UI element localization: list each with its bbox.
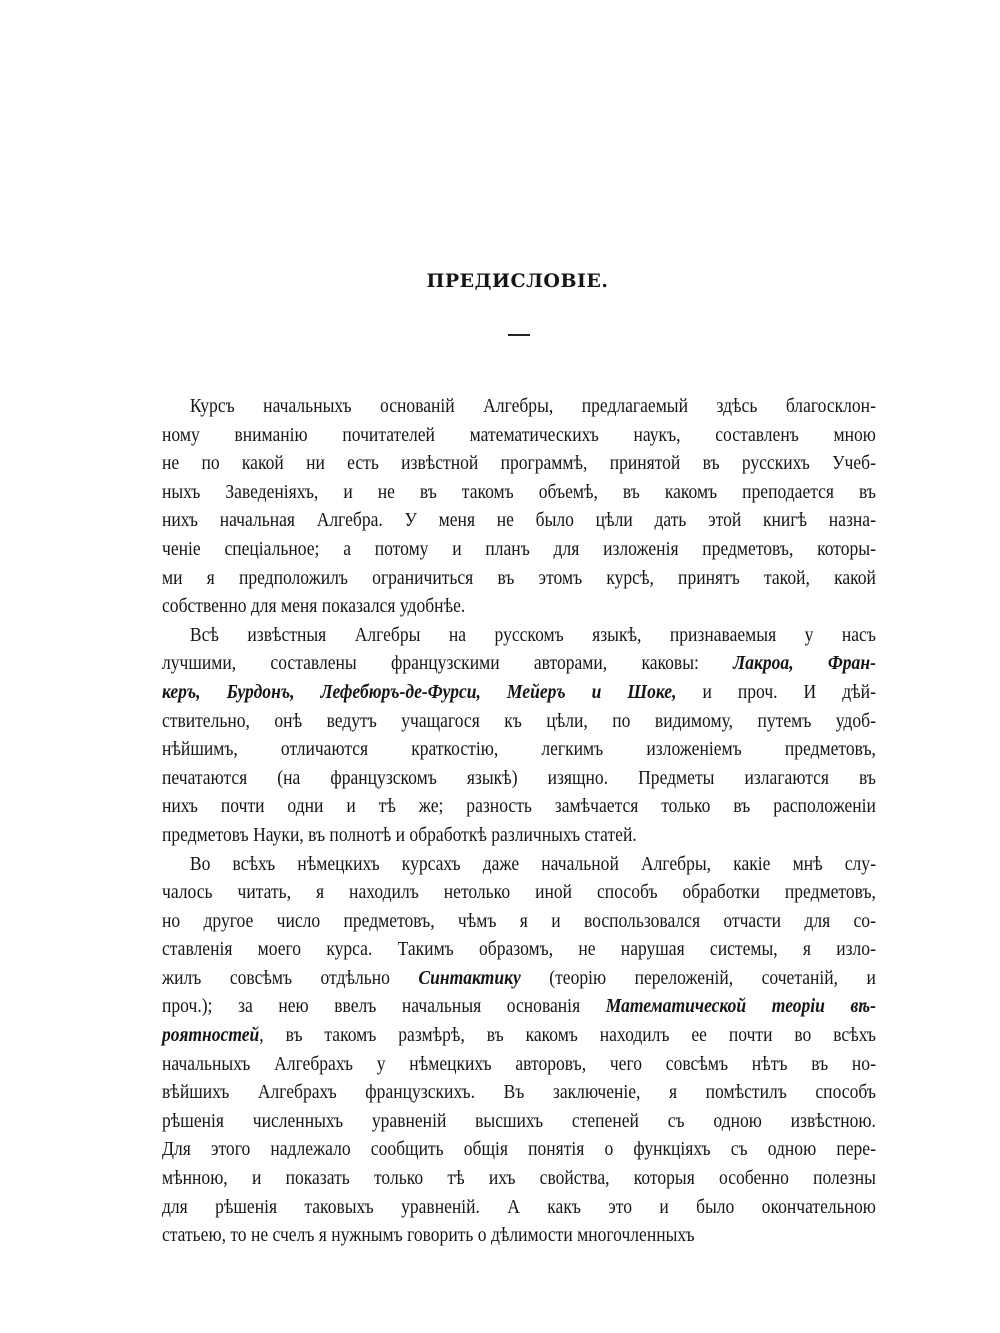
text-segment: нѣйшимъ, отличаются краткостію, легкимъ изложеніемъ предметовъ, xyxy=(162,739,876,761)
title-divider xyxy=(508,334,530,336)
text-segment: не по какой ни есть извѣстной программѣ, принятой въ русскихъ Учеб- xyxy=(162,453,876,475)
text-segment: чалось читать, я находилъ нетолько иной способъ обработки предметовъ, xyxy=(162,882,876,904)
text-line xyxy=(162,1222,876,1251)
text-segment: статьею, то не счелъ я нужнымъ говорить о дѣлимости многочленныхъ xyxy=(162,1225,695,1247)
text-segment: ныхъ Заведеніяхъ, и не въ такомъ объемѣ, въ какомъ преподается въ xyxy=(162,481,876,503)
text-line xyxy=(162,936,876,965)
text-segment: , въ такомъ размѣрѣ, въ какомъ находилъ ее почти во всѣхъ xyxy=(259,1025,876,1047)
text-segment: ставленія моего курса. Такимъ образомъ, не нарушая системы, я изло- xyxy=(162,939,876,961)
text-segment: лучшими, составлены французскими авторами, каковы: xyxy=(162,653,734,675)
text-segment: нихъ начальная Алгебра. У меня не было цѣли дать этой книгѣ назна- xyxy=(162,510,876,532)
text-line xyxy=(162,1051,876,1080)
text-line xyxy=(162,908,876,937)
text-line xyxy=(162,536,876,565)
text-line xyxy=(162,822,876,851)
text-segment: нихъ почти одни и тѣ же; разность замѣчается только въ расположеніи xyxy=(162,796,876,818)
text-segment: начальныхъ Алгебрахъ у нѣмецкихъ авторовъ, чего совсѣмъ нѣтъ въ но- xyxy=(162,1053,876,1075)
text-line xyxy=(162,736,876,765)
text-line xyxy=(162,1194,876,1223)
text-segment: Для этого надлежало сообщить общія понятія о функціяхъ съ одною пере- xyxy=(162,1139,876,1161)
text-line xyxy=(162,507,876,536)
italic-text: Математической теоріи вѣ- xyxy=(605,996,876,1018)
text-segment: печатаются (на французскомъ языкѣ) изящно. Предметы излагаются въ xyxy=(162,767,876,789)
text-line xyxy=(162,1079,876,1108)
text-line xyxy=(162,993,876,1022)
text-line xyxy=(162,622,876,651)
text-line xyxy=(162,1108,876,1137)
text-line xyxy=(162,679,876,708)
text-line xyxy=(162,708,876,737)
text-segment: Курсъ начальныхъ основаній Алгебры, предлагаемый здѣсь благосклон- xyxy=(189,396,876,417)
text-segment: проч.); за нею ввелъ начальныя основанія xyxy=(162,996,606,1018)
italic-text: Синтактику xyxy=(418,967,521,989)
text-line xyxy=(162,393,876,422)
text-segment: Во всѣхъ нѣмецкихъ курсахъ даже начальной Алгебры, какіе мнѣ слу- xyxy=(189,853,876,875)
text-line xyxy=(162,650,876,679)
text-segment: мѣнною, и показать только тѣ ихъ свойства, которыя особенно полезны xyxy=(162,1168,876,1190)
text-segment: вѣйшихъ Алгебрахъ французскихъ. Въ заключеніе, я помѣстилъ способъ xyxy=(162,1082,876,1104)
text-line xyxy=(162,879,876,908)
text-segment: предметовъ Науки, въ полнотѣ и обработкѣ различныхъ статей. xyxy=(162,824,637,846)
text-line xyxy=(162,851,876,880)
text-segment: ному вниманію почитателей математическихъ наукъ, составленъ мною xyxy=(162,424,876,446)
text-line xyxy=(162,479,876,508)
text-line xyxy=(162,565,876,594)
italic-text: роятностей xyxy=(162,1025,260,1047)
text-segment: ченіе спеціальное; а потому и планъ для изложенія предметовъ, которы- xyxy=(162,538,876,560)
text-segment: (теорію переложеній, сочетаній, и xyxy=(520,967,876,989)
page-title: ПРЕДИСЛОВІЕ. xyxy=(426,270,609,292)
text-line xyxy=(162,593,876,622)
italic-text: керъ, Бурдонъ, Лефебюръ-де-Фурси, Мейеръ и Шоке, xyxy=(162,681,677,703)
italic-text: Лакроа, Фран- xyxy=(733,653,876,675)
text-segment: но другое число предметовъ, чѣмъ я и воспользовался отчасти для со- xyxy=(162,910,876,932)
text-line xyxy=(162,765,876,794)
text-segment: собственно для меня показался удобнѣе. xyxy=(162,596,466,618)
text-segment: и проч. И дѣй- xyxy=(676,681,876,703)
text-segment: ми я предположилъ ограничиться въ этомъ курсѣ, принятъ такой, какой xyxy=(162,567,876,589)
text-segment: рѣшенія численныхъ уравненій высшихъ степеней съ одною извѣстною. xyxy=(162,1110,876,1132)
text-segment: для рѣшенія таковыхъ уравненій. А какъ это и было окончательною xyxy=(162,1196,876,1218)
text-segment: ствительно, онѣ ведутъ учащагося къ цѣли, по видимому, путемъ удоб- xyxy=(162,710,876,732)
text-line xyxy=(162,1165,876,1194)
text-segment: Всѣ извѣстныя Алгебры на русскомъ языкѣ, признаваемыя у насъ xyxy=(189,624,876,646)
text-line xyxy=(162,965,876,994)
text-line xyxy=(162,793,876,822)
text-segment: жилъ совсѣмъ отдѣльно xyxy=(162,967,419,989)
text-line xyxy=(162,1022,876,1051)
text-line xyxy=(162,1136,876,1165)
text-line xyxy=(162,422,876,451)
body-text xyxy=(162,393,876,1251)
text-line xyxy=(162,450,876,479)
